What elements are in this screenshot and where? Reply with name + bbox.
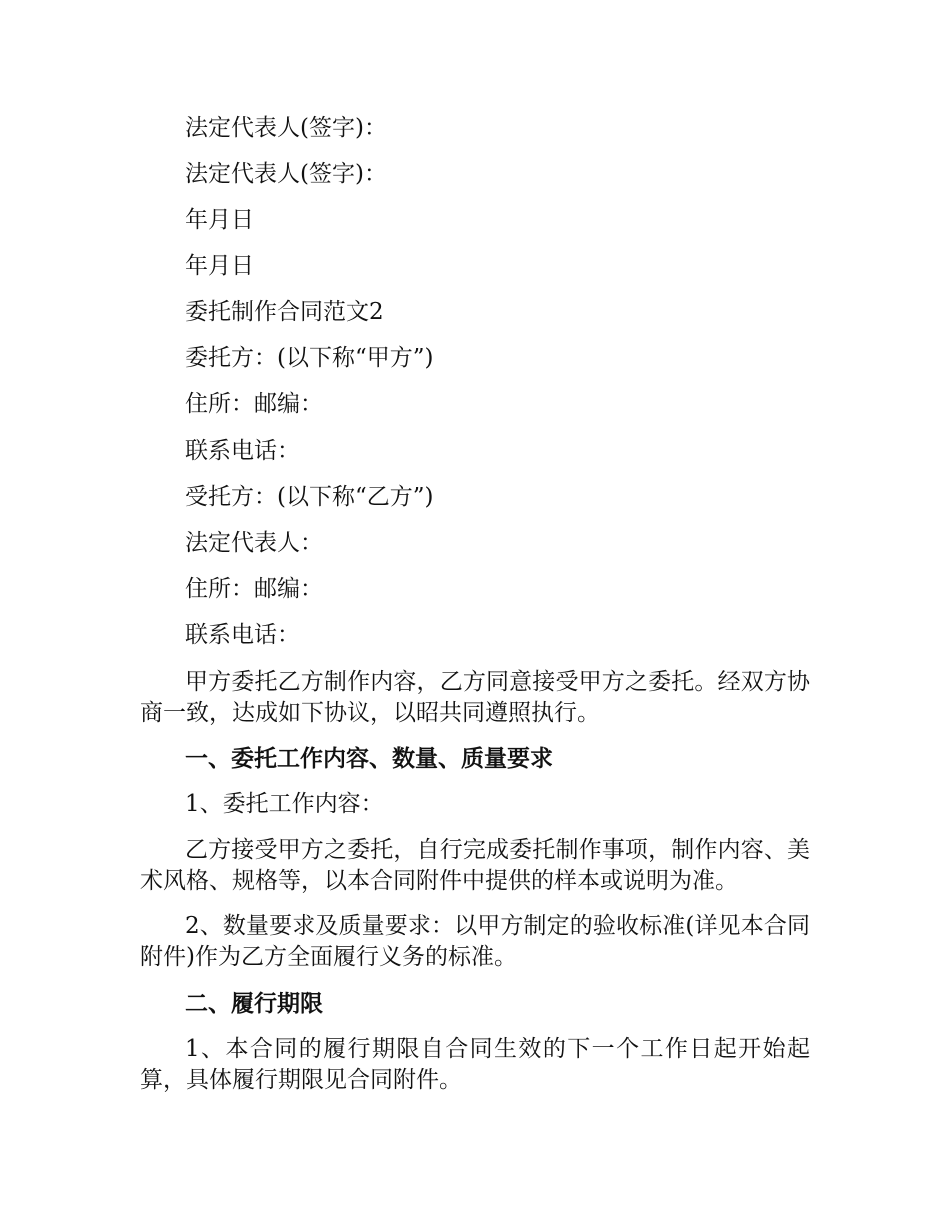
clause-1-1-title: 1、委托工作内容： <box>185 791 384 817</box>
agent-representative-line: 法定代表人： <box>185 530 323 556</box>
principal-phone-line: 联系电话： <box>185 438 300 464</box>
agent-address-line: 住所：邮编： <box>185 576 323 602</box>
signature-line-party-a: 法定代表人(签字)： <box>185 115 387 141</box>
date-line-party-a: 年月日 <box>185 207 254 233</box>
signature-line-party-b: 法定代表人(签字)： <box>185 161 387 187</box>
clause-2-1-body: 1、本合同的履行期限自合同生效的下一个工作日起开始起算，具体履行期限见合同附件。 <box>140 1036 810 1093</box>
date-line-party-b: 年月日 <box>185 253 254 279</box>
principal-line: 委托方：(以下称“甲方”) <box>185 345 434 371</box>
section-heading-1: 一、委托工作内容、数量、质量要求 <box>185 745 553 772</box>
agent-phone-line: 联系电话： <box>185 622 300 648</box>
document-title: 委托制作合同范文2 <box>185 299 384 325</box>
intro-paragraph: 甲方委托乙方制作内容，乙方同意接受甲方之委托。经双方协商一致，达成如下协议，以昭共同遵照执行。 <box>140 669 810 726</box>
section-heading-2: 二、履行期限 <box>185 990 323 1017</box>
clause-1-1-body: 乙方接受甲方之委托，自行完成委托制作事项，制作内容、美术风格、规格等，以本合同附件中提供的样本或说明为准。 <box>140 837 810 894</box>
agent-line: 受托方：(以下称“乙方”) <box>185 484 434 510</box>
clause-1-2-body: 2、数量要求及质量要求：以甲方制定的验收标准(详见本合同附件)作为乙方全面履行义务的标准。 <box>140 913 810 970</box>
principal-address-line: 住所：邮编： <box>185 391 323 417</box>
